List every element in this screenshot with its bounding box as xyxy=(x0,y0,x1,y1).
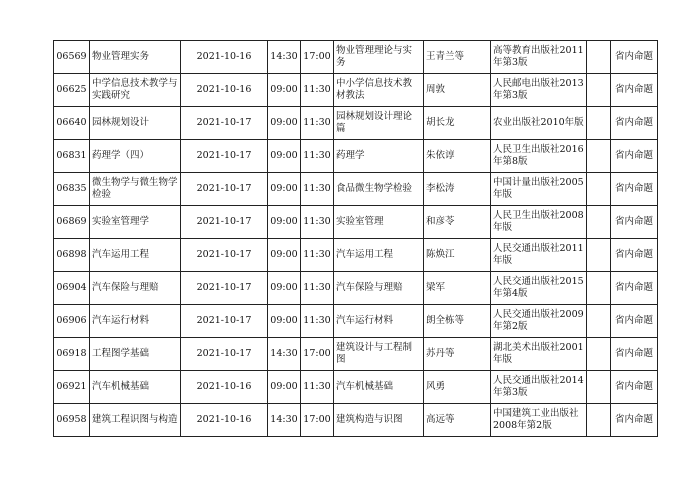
textbook-cell: 实验室管理 xyxy=(334,206,424,239)
end-time-cell: 11:30 xyxy=(301,140,334,173)
table-row xyxy=(54,173,658,206)
author-cell: 苏丹等 xyxy=(424,338,491,371)
start-time-cell: 09:00 xyxy=(268,140,301,173)
start-time-cell: 14:30 xyxy=(268,41,301,74)
exam-type-cell: 省内命题 xyxy=(611,272,658,305)
end-time-cell: 11:30 xyxy=(301,239,334,272)
table-row xyxy=(54,305,658,338)
course-name-cell: 汽车保险与理赔 xyxy=(90,272,181,305)
author-cell: 陈焕江 xyxy=(424,239,491,272)
table-row xyxy=(54,371,658,404)
table-row xyxy=(54,74,658,107)
empty-cell xyxy=(587,107,611,140)
exam-date-cell: 2021-10-17 xyxy=(181,140,268,173)
empty-cell xyxy=(587,272,611,305)
exam-date-cell: 2021-10-16 xyxy=(181,74,268,107)
table-row xyxy=(54,272,658,305)
end-time-cell: 11:30 xyxy=(301,272,334,305)
table-row xyxy=(54,107,658,140)
course-name-cell: 药理学（四） xyxy=(90,140,181,173)
start-time-cell: 09:00 xyxy=(268,173,301,206)
exam-schedule-table xyxy=(53,40,658,437)
start-time-cell: 09:00 xyxy=(268,239,301,272)
author-cell: 王青兰等 xyxy=(424,41,491,74)
author-cell: 朱依谆 xyxy=(424,140,491,173)
end-time-cell: 17:00 xyxy=(301,338,334,371)
author-cell: 胡长龙 xyxy=(424,107,491,140)
publisher-cell: 人民卫生出版社2008年版 xyxy=(491,206,587,239)
exam-type-cell: 省内命题 xyxy=(611,305,658,338)
table-row xyxy=(54,41,658,74)
table-row xyxy=(54,140,658,173)
end-time-cell: 11:30 xyxy=(301,107,334,140)
textbook-cell: 药理学 xyxy=(334,140,424,173)
start-time-cell: 09:00 xyxy=(268,107,301,140)
textbook-cell: 汽车机械基础 xyxy=(334,371,424,404)
empty-cell xyxy=(587,371,611,404)
course-code-cell: 06640 xyxy=(54,107,90,140)
course-code-cell: 06831 xyxy=(54,140,90,173)
publisher-cell: 人民卫生出版社2016年第8版 xyxy=(491,140,587,173)
publisher-cell: 湖北美术出版社2001年版 xyxy=(491,338,587,371)
exam-type-cell: 省内命题 xyxy=(611,239,658,272)
exam-type-cell: 省内命题 xyxy=(611,107,658,140)
exam-date-cell: 2021-10-17 xyxy=(181,305,268,338)
exam-type-cell: 省内命题 xyxy=(611,206,658,239)
textbook-cell: 中小学信息技术教材教法 xyxy=(334,74,424,107)
exam-date-cell: 2021-10-16 xyxy=(181,404,268,437)
author-cell: 和彦苓 xyxy=(424,206,491,239)
publisher-cell: 人民交通出版社2015年第4版 xyxy=(491,272,587,305)
author-cell: 高远等 xyxy=(424,404,491,437)
end-time-cell: 11:30 xyxy=(301,206,334,239)
table-row xyxy=(54,239,658,272)
end-time-cell: 11:30 xyxy=(301,173,334,206)
course-name-cell: 物业管理实务 xyxy=(90,41,181,74)
course-code-cell: 06918 xyxy=(54,338,90,371)
exam-date-cell: 2021-10-17 xyxy=(181,173,268,206)
course-code-cell: 06835 xyxy=(54,173,90,206)
publisher-cell: 人民交通出版社2009年第2版 xyxy=(491,305,587,338)
exam-type-cell: 省内命题 xyxy=(611,404,658,437)
author-cell: 李松涛 xyxy=(424,173,491,206)
course-name-cell: 工程图学基础 xyxy=(90,338,181,371)
exam-type-cell: 省内命题 xyxy=(611,41,658,74)
publisher-cell: 高等教育出版社2011年第3版 xyxy=(491,41,587,74)
author-cell: 周敦 xyxy=(424,74,491,107)
publisher-cell: 人民交通出版社2011年版 xyxy=(491,239,587,272)
start-time-cell: 09:00 xyxy=(268,371,301,404)
author-cell: 风勇 xyxy=(424,371,491,404)
end-time-cell: 11:30 xyxy=(301,74,334,107)
course-code-cell: 06904 xyxy=(54,272,90,305)
exam-date-cell: 2021-10-16 xyxy=(181,371,268,404)
empty-cell xyxy=(587,41,611,74)
end-time-cell: 11:30 xyxy=(301,305,334,338)
textbook-cell: 汽车保险与理赔 xyxy=(334,272,424,305)
table-row xyxy=(54,206,658,239)
exam-date-cell: 2021-10-17 xyxy=(181,107,268,140)
exam-date-cell: 2021-10-17 xyxy=(181,338,268,371)
course-code-cell: 06569 xyxy=(54,41,90,74)
table-row xyxy=(54,404,658,437)
course-name-cell: 中学信息技术教学与实践研究 xyxy=(90,74,181,107)
exam-type-cell: 省内命题 xyxy=(611,338,658,371)
empty-cell xyxy=(587,305,611,338)
exam-type-cell: 省内命题 xyxy=(611,173,658,206)
course-name-cell: 汽车运用工程 xyxy=(90,239,181,272)
exam-type-cell: 省内命题 xyxy=(611,140,658,173)
author-cell: 朗全栋等 xyxy=(424,305,491,338)
exam-date-cell: 2021-10-16 xyxy=(181,41,268,74)
empty-cell xyxy=(587,173,611,206)
exam-date-cell: 2021-10-17 xyxy=(181,239,268,272)
exam-date-cell: 2021-10-17 xyxy=(181,206,268,239)
exam-type-cell: 省内命题 xyxy=(611,74,658,107)
course-name-cell: 汽车机械基础 xyxy=(90,371,181,404)
start-time-cell: 09:00 xyxy=(268,272,301,305)
publisher-cell: 农业出版社2010年版 xyxy=(491,107,587,140)
course-name-cell: 园林规划设计 xyxy=(90,107,181,140)
textbook-cell: 物业管理理论与实务 xyxy=(334,41,424,74)
publisher-cell: 人民交通出版社2014年第3版 xyxy=(491,371,587,404)
textbook-cell: 汽车运用工程 xyxy=(334,239,424,272)
table-body xyxy=(54,41,658,437)
empty-cell xyxy=(587,239,611,272)
empty-cell xyxy=(587,338,611,371)
textbook-cell: 食品微生物学检验 xyxy=(334,173,424,206)
empty-cell xyxy=(587,140,611,173)
empty-cell xyxy=(587,74,611,107)
textbook-cell: 建筑构造与识图 xyxy=(334,404,424,437)
start-time-cell: 14:30 xyxy=(268,404,301,437)
course-code-cell: 06906 xyxy=(54,305,90,338)
end-time-cell: 11:30 xyxy=(301,371,334,404)
textbook-cell: 园林规划设计理论篇 xyxy=(334,107,424,140)
course-name-cell: 实验室管理学 xyxy=(90,206,181,239)
start-time-cell: 09:00 xyxy=(268,74,301,107)
textbook-cell: 建筑设计与工程制图 xyxy=(334,338,424,371)
textbook-cell: 汽车运行材料 xyxy=(334,305,424,338)
publisher-cell: 中国计量出版社2005年版 xyxy=(491,173,587,206)
start-time-cell: 09:00 xyxy=(268,206,301,239)
course-code-cell: 06869 xyxy=(54,206,90,239)
course-code-cell: 06898 xyxy=(54,239,90,272)
end-time-cell: 17:00 xyxy=(301,41,334,74)
empty-cell xyxy=(587,404,611,437)
start-time-cell: 14:30 xyxy=(268,338,301,371)
start-time-cell: 09:00 xyxy=(268,305,301,338)
course-name-cell: 微生物学与微生物学检验 xyxy=(90,173,181,206)
publisher-cell: 中国建筑工业出版社2008年第2版 xyxy=(491,404,587,437)
course-code-cell: 06958 xyxy=(54,404,90,437)
author-cell: 梁军 xyxy=(424,272,491,305)
exam-date-cell: 2021-10-17 xyxy=(181,272,268,305)
exam-type-cell: 省内命题 xyxy=(611,371,658,404)
table-row xyxy=(54,338,658,371)
publisher-cell: 人民邮电出版社2013年第3版 xyxy=(491,74,587,107)
end-time-cell: 17:00 xyxy=(301,404,334,437)
course-code-cell: 06921 xyxy=(54,371,90,404)
course-code-cell: 06625 xyxy=(54,74,90,107)
course-name-cell: 汽车运行材料 xyxy=(90,305,181,338)
course-name-cell: 建筑工程识图与构造 xyxy=(90,404,181,437)
empty-cell xyxy=(587,206,611,239)
